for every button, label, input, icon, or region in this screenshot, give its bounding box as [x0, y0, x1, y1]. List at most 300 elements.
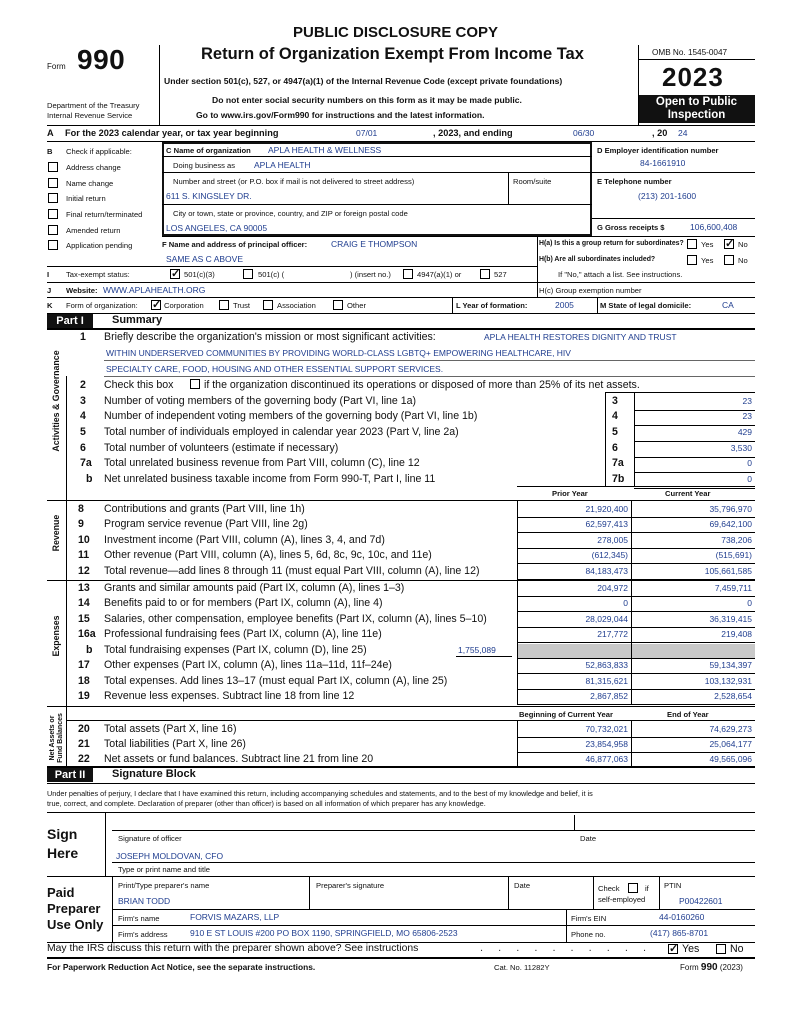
exp-prior-value: 0 — [623, 598, 628, 608]
insert-no-label: ) (insert no.) — [350, 270, 391, 279]
i-top-rule — [47, 266, 537, 267]
net-line-number: 22 — [78, 753, 90, 765]
rev-rows-col-mid — [631, 500, 632, 579]
exp-line-label: Professional fundraising fees (Part IX, column (A), line 11e) — [104, 628, 382, 640]
gov-box-right — [634, 392, 635, 486]
exp-current-value: 2,528,654 — [714, 691, 752, 701]
check-applicable-checkbox[interactable] — [48, 209, 58, 219]
gov-line-number: 5 — [80, 426, 86, 438]
if-label: if — [645, 884, 649, 893]
firm-phone-label: Phone no. — [571, 930, 606, 939]
firm-name: FORVIS MAZARS, LLP — [190, 912, 280, 922]
preparer-name-label: Print/Type preparer's name — [118, 881, 210, 890]
tax-exempt-label: Tax-exempt status: — [66, 270, 130, 279]
501c3-label: 501(c)(3) — [184, 270, 215, 279]
ptin-label: PTIN — [664, 881, 682, 890]
dba-label: Doing business as — [173, 161, 236, 170]
check-applicable-checkbox[interactable] — [48, 225, 58, 235]
hb-no-label: No — [738, 256, 748, 265]
check-applicable-checkbox[interactable] — [48, 178, 58, 188]
paid-preparer-heading: Paid Preparer Use Only — [47, 885, 104, 932]
street-label: Number and street (or P.O. box if mail is not delivered to street address) — [173, 177, 415, 186]
check-applicable-label: Name change — [66, 179, 114, 188]
exp-line-label: Total fundraising expenses (Part IX, column (D), line 25) — [104, 644, 367, 656]
side-column-rule — [66, 376, 67, 766]
form-title: Return of Organization Exempt From Income Tax — [201, 45, 584, 63]
trust-checkbox[interactable] — [219, 300, 229, 310]
sign-divider — [105, 812, 106, 876]
signer-line — [112, 862, 755, 863]
net-rows-col-mid — [631, 720, 632, 767]
exp-line-number: 14 — [78, 597, 90, 609]
firm-address-label: Firm's address — [118, 930, 168, 939]
gov-line-number: 6 — [80, 442, 86, 454]
firm-phone: (417) 865-8701 — [650, 928, 709, 938]
exp-line-number: 16a — [78, 628, 96, 640]
net-row-rule — [517, 752, 755, 753]
exp-row-rule — [517, 673, 755, 674]
rev-row-rule — [517, 563, 755, 564]
net-line-number: 21 — [78, 738, 90, 750]
net-line-label: Total liabilities (Part X, line 26) — [104, 738, 246, 750]
line-1-label: Briefly describe the organization's mission or most significant activities: — [104, 331, 436, 343]
rev-line-label: Total revenue—add lines 8 through 11 (must equal Part VIII, column (A), line 12) — [104, 565, 480, 577]
col-current-year: Current Year — [665, 489, 711, 498]
line-i-letter: I — [47, 270, 50, 279]
sign-label-2: Here — [47, 845, 79, 861]
gov-box-left — [605, 392, 606, 486]
gov-box-top — [605, 392, 755, 393]
public-disclosure-heading: PUBLIC DISCLOSURE COPY — [293, 24, 499, 41]
discuss-yes-checkbox[interactable] — [668, 944, 678, 954]
ssn-notice: Do not enter social security numbers on this form as it may be made public. — [212, 95, 522, 105]
firm-ein-label: Firm's EIN — [571, 914, 607, 923]
gov-line-box: 6 — [612, 442, 618, 454]
other-checkbox[interactable] — [333, 300, 343, 310]
discuss-no-label: No — [730, 943, 744, 955]
hb-no-checkbox[interactable] — [724, 255, 734, 265]
discontinued-checkbox[interactable] — [190, 379, 200, 389]
rev-prior-value: 278,005 — [597, 535, 628, 545]
tax-year-begin: 07/01 — [356, 128, 378, 138]
check-applicable-label: Amended return — [66, 226, 121, 235]
tax-year: 2023 — [662, 62, 724, 92]
rev-current-value: (515,691) — [715, 550, 752, 560]
rev-row-rule — [517, 532, 755, 533]
net-current-value: 49,565,096 — [709, 754, 752, 764]
rev-row-rule — [517, 517, 755, 518]
room-label: Room/suite — [513, 177, 552, 186]
cat-number: Cat. No. 11282Y — [494, 963, 550, 972]
gov-line-label: Number of voting members of the governing body (Part VI, line 1a) — [104, 395, 417, 407]
net-line-label: Total assets (Part X, line 16) — [104, 723, 237, 735]
exp-line-label: Revenue less expenses. Subtract line 18 from line 12 — [104, 690, 355, 702]
check-applicable-label: Address change — [66, 163, 121, 172]
prep-div-2 — [508, 876, 509, 909]
corporation-checkbox[interactable] — [151, 300, 161, 310]
gov-line-rule — [634, 425, 755, 426]
527-label: 527 — [494, 270, 507, 279]
rev-top-rule — [47, 500, 755, 501]
officer-address: SAME AS C ABOVE — [166, 254, 244, 264]
527-checkbox[interactable] — [480, 269, 490, 279]
gov-line-value: 429 — [737, 427, 752, 437]
exp-line-label: Other expenses (Part IX, column (A), lines 11a–11d, 11f–24e) — [104, 659, 392, 671]
gov-line-label: Number of independent voting members of the governing body (Part VI, line 1b) — [104, 410, 478, 422]
preparer-name: BRIAN TODD — [118, 896, 171, 906]
gov-line-value: 0 — [747, 474, 752, 484]
line-a-letter: A — [47, 128, 54, 138]
side-revenue: Revenue — [51, 514, 61, 552]
prep-div-4 — [659, 876, 660, 909]
telephone-label: E Telephone number — [597, 177, 672, 186]
exp-row-rule — [517, 627, 755, 628]
h-divider — [537, 236, 538, 298]
net-prior-value: 23,854,958 — [585, 739, 628, 749]
rev-prior-value: 21,920,400 — [585, 504, 628, 514]
rev-current-value: 35,796,970 — [709, 504, 752, 514]
line-16b-underline — [456, 656, 512, 657]
gov-line-number: 4 — [80, 410, 86, 422]
check-applicable-label: Final return/terminated — [66, 210, 143, 219]
prep-rule-2 — [112, 925, 755, 926]
501c-label: 501(c) ( — [258, 270, 285, 279]
rev-head-rule — [517, 486, 755, 487]
gross-receipts-label: G Gross receipts $ — [597, 223, 665, 232]
tax-year-end-year: 24 — [678, 128, 688, 138]
rev-line-number: 12 — [78, 565, 90, 577]
exp-row-rule — [517, 658, 755, 659]
c-rule-1 — [162, 156, 592, 157]
exp-prior-value: 2,867,852 — [590, 691, 628, 701]
exp-prior-value: 217,772 — [597, 629, 628, 639]
gov-line-label: Total number of individuals employed in calendar year 2023 (Part V, line 2a) — [104, 426, 459, 438]
exp-line-label: Grants and similar amounts paid (Part IX, column (A), lines 1–3) — [104, 582, 405, 594]
col-begin-year: Beginning of Current Year — [519, 710, 613, 719]
exp-row-rule — [517, 642, 755, 643]
line-2-label: Check this box — [104, 379, 174, 391]
other-label: Other — [347, 301, 366, 310]
preparer-signature-label[interactable]: Preparer's signature — [316, 881, 385, 890]
hb-yes-label: Yes — [701, 256, 714, 265]
exp-bottom-rule — [47, 706, 755, 707]
501c-checkbox[interactable] — [243, 269, 253, 279]
rev-row-rule — [517, 548, 755, 549]
gov-line-label: Total unrelated business revenue from Part VIII, column (C), line 12 — [104, 457, 420, 469]
form-number: 990 — [77, 44, 126, 75]
net-row-rule — [517, 737, 755, 738]
trust-label: Trust — [233, 301, 251, 310]
group-return-label: H(a) Is this a group return for subordinates? — [539, 240, 684, 247]
prep-div-1 — [309, 876, 310, 909]
gov-line-value: 3,530 — [730, 443, 752, 453]
domicile-value: CA — [722, 300, 734, 310]
mission-line-1: APLA HEALTH RESTORES DIGNITY AND TRUST — [484, 332, 677, 342]
part-2-rule — [47, 783, 755, 784]
net-head-rule — [66, 720, 755, 721]
ein-label: D Employer identification number — [597, 146, 719, 155]
tax-year-end: 06/30 — [573, 128, 595, 138]
check-applicable-checkbox[interactable] — [48, 193, 58, 203]
rev-current-value: 69,642,100 — [709, 519, 752, 529]
ha-yes-checkbox[interactable] — [687, 239, 697, 249]
side-net-assets: Net Assets or Fund Balances — [49, 713, 64, 763]
signer-name-label: Type or print name and title — [118, 865, 211, 874]
rev-line-label: Other revenue (Part VIII, column (A), lines 5, 6d, 8c, 9c, 10c, and 11e) — [104, 549, 432, 561]
exp-line-number: 15 — [78, 613, 90, 625]
line-a-20: , 20 — [652, 128, 668, 138]
exp-rows-col-mid — [631, 579, 632, 704]
officer-signature-label[interactable]: Signature of officer — [118, 834, 182, 843]
col-end-year: End of Year — [667, 710, 709, 719]
website-value: WWW.APLAHEALTH.ORG — [103, 285, 206, 295]
gov-line-number: 3 — [80, 395, 86, 407]
ha-no-label: No — [738, 240, 748, 249]
street-address: 611 S. KINGSLEY DR. — [166, 191, 252, 201]
pra-notice: For Paperwork Reduction Act Notice, see the separate instructions. — [47, 962, 316, 972]
rev-current-value: 105,661,585 — [704, 566, 752, 576]
signer-name: JOSEPH MOLDOVAN, CFO — [116, 851, 224, 861]
perjury-line-1: Under penalties of perjury, I declare that I have examined this return, including accompanying schedules and statements, and to the best of my knowledge and belief, it is — [47, 789, 593, 798]
part-1-title: Summary — [112, 314, 163, 326]
city-label: City or town, state or province, country, and ZIP or foreign postal code — [173, 209, 408, 218]
gov-line-box: 4 — [612, 410, 618, 422]
rev-line-label: Investment income (Part VIII, column (A), lines 3, 4, and 7d) — [104, 534, 385, 546]
mission-line-2: WITHIN UNDERSERVED COMMUNITIES BY PROVIDING WORLD-CLASS LGBTQ+ EMPOWERING HEALTHCARE, HIV — [106, 348, 571, 358]
line-16b-value: 1,755,089 — [458, 645, 496, 655]
exp-line-label: Salaries, other compensation, employee benefits (Part IX, column (A), lines 5–10) — [104, 613, 487, 625]
line-b-label: Check if applicable: — [66, 147, 132, 156]
officer-date-label: Date — [580, 834, 597, 843]
gov-line-label: Net unrelated business taxable income from Form 990-T, Part I, line 11 — [104, 473, 436, 485]
side-expenses: Expenses — [51, 615, 61, 657]
net-current-value: 74,629,273 — [709, 724, 752, 734]
exp-prior-value: 28,029,044 — [585, 614, 628, 624]
g-rule — [162, 236, 755, 237]
i-rule — [47, 282, 755, 283]
exp-line-label: Total expenses. Add lines 13–17 (must equal Part IX, column (A), line 25) — [104, 675, 448, 687]
check-applicable-checkbox[interactable] — [48, 162, 58, 172]
open-to-public-badge: Open to Public Inspection — [638, 95, 755, 123]
ha-no-checkbox[interactable] — [724, 239, 734, 249]
self-employed-label: self-employed — [598, 895, 646, 904]
preparer-date-label: Date — [514, 881, 531, 890]
treasury-dept: Department of the Treasury — [47, 101, 140, 110]
mission-rule-1 — [104, 360, 755, 361]
omb-divider — [638, 59, 755, 60]
gov-line-box: 3 — [612, 395, 618, 407]
line-1-number: 1 — [80, 331, 86, 343]
gov-line-value: 0 — [747, 458, 752, 468]
net-line-number: 20 — [78, 723, 90, 735]
association-checkbox[interactable] — [263, 300, 273, 310]
formation-year-label: L Year of formation: — [456, 301, 528, 310]
501c3-checkbox[interactable] — [170, 269, 180, 279]
discuss-leader: . . . . . . . . . . — [480, 942, 653, 954]
rev-rows-col-left — [517, 500, 518, 579]
gov-line-box: 5 — [612, 426, 618, 438]
part-2-title: Signature Block — [112, 768, 196, 780]
discuss-question: May the IRS discuss this return with the preparer shown above? See instructions — [47, 943, 419, 954]
gov-line-box: 7b — [612, 473, 625, 485]
exp-line-number: 19 — [78, 690, 90, 702]
instructions-notice: Go to www.irs.gov/Form990 for instructions and the latest information. — [196, 110, 485, 120]
header-divider-right — [638, 45, 639, 125]
ha-yes-label: Yes — [701, 240, 714, 249]
firm-address: 910 E ST LOUIS #200 PO BOX 1190, SPRINGFIELD, MO 65806-2523 — [190, 928, 458, 938]
rev-prior-value: (612,345) — [591, 550, 628, 560]
header-divider-left — [159, 45, 160, 125]
gov-line-number: b — [86, 473, 93, 485]
hb-yes-checkbox[interactable] — [687, 255, 697, 265]
city-address: LOS ANGELES, CA 90005 — [166, 223, 268, 233]
check-applicable-label: Application pending — [66, 241, 133, 250]
exp-current-value: 0 — [747, 598, 752, 608]
form-word: Form — [47, 62, 66, 71]
header-bottom-rule — [47, 125, 755, 126]
rev-prior-value: 84,183,473 — [585, 566, 628, 576]
rev-line-number: 10 — [78, 534, 90, 546]
signature-line — [112, 830, 755, 831]
mission-rule-2 — [104, 376, 755, 377]
discuss-yes-label: Yes — [682, 943, 700, 955]
check-label: Check — [598, 884, 620, 893]
4947-label: 4947(a)(1) or — [417, 270, 462, 279]
check-applicable-checkbox[interactable] — [48, 240, 58, 250]
exp-line-number: 13 — [78, 582, 90, 594]
side-activities-governance: Activities & Governance — [51, 350, 61, 452]
rev-line-label: Contributions and grants (Part VIII, line 1h) — [104, 503, 305, 515]
net-prior-value: 70,732,021 — [585, 724, 628, 734]
line-b-letter: B — [47, 147, 53, 156]
exp-current-value: 103,132,931 — [704, 676, 752, 686]
sig-date-divider — [574, 815, 575, 830]
line-2-text: if the organization discontinued its operations or disposed of more than 25% of its net assets. — [204, 379, 640, 391]
part-2-tag: Part II — [47, 768, 93, 782]
line-16b-shade-current — [632, 644, 755, 658]
rev-line-label: Program service revenue (Part VIII, line 2g) — [104, 518, 308, 530]
mission-line-3: SPECIALTY CARE, FOOD, HOUSING AND OTHER ESSENTIAL SUPPORT SERVICES. — [106, 364, 444, 374]
line-2-number: 2 — [80, 379, 86, 391]
e-rule — [592, 218, 755, 219]
exp-line-number: 17 — [78, 659, 90, 671]
gov-line-number: 7a — [80, 457, 92, 469]
gov-line-rule — [634, 441, 755, 442]
dba-name: APLA HEALTH — [254, 160, 311, 170]
ptin-value: P00422601 — [679, 896, 723, 906]
line-j-letter: J — [47, 286, 52, 295]
c-rule-2 — [162, 172, 592, 173]
domicile-label: M State of legal domicile: — [600, 301, 692, 310]
exp-current-value: 59,134,397 — [709, 660, 752, 670]
gov-line-rule — [634, 472, 755, 473]
perjury-rule — [47, 812, 755, 813]
rev-line-number: 11 — [78, 549, 90, 561]
telephone-value: (213) 201-1600 — [638, 191, 697, 201]
net-current-value: 25,064,177 — [709, 739, 752, 749]
firm-ein: 44-0160260 — [659, 912, 705, 922]
prep-div-3 — [593, 876, 594, 909]
line-a-mid: , 2023, and ending — [433, 128, 513, 138]
exp-current-value: 7,459,711 — [714, 583, 752, 593]
gov-line-value: 23 — [742, 396, 752, 406]
rev-prior-value: 62,597,413 — [585, 519, 628, 529]
net-rows-col-left — [517, 720, 518, 767]
exp-row-rule — [517, 611, 755, 612]
rev-line-number: 9 — [78, 518, 84, 530]
exp-line-number: 18 — [78, 675, 90, 687]
line-16b-shade-prior — [518, 644, 631, 658]
footer-rule — [47, 957, 755, 959]
line-a-label: For the 2023 calendar year, or tax year beginning — [65, 128, 279, 138]
k-div-2 — [597, 297, 598, 313]
org-name: APLA HEALTH & WELLNESS — [268, 145, 382, 155]
exp-prior-value: 52,863,833 — [585, 660, 628, 670]
part-1-tag: Part I — [47, 314, 93, 328]
part-1-rule — [47, 328, 755, 330]
group-exemption-label: H(c) Group exemption number — [539, 286, 642, 295]
form-of-org-label: Form of organization: — [66, 301, 138, 310]
firm-name-label: Firm's name — [118, 914, 160, 923]
form-subtitle: Under section 501(c), 527, or 4947(a)(1) of the Internal Revenue Code (except private foundations) — [164, 76, 563, 86]
officer-label: F Name and address of principal officer: — [162, 240, 308, 249]
self-employed-checkbox[interactable] — [628, 883, 638, 893]
discuss-no-checkbox[interactable] — [716, 944, 726, 954]
prep-rule-1 — [112, 909, 755, 910]
form-ref: Form 990 (2023) — [680, 962, 743, 973]
room-divider — [508, 172, 509, 204]
ein-value: 84-1661910 — [640, 158, 686, 168]
exp-rows-col-left — [517, 579, 518, 704]
k-div-1 — [452, 297, 453, 313]
line-k-letter: K — [47, 301, 53, 310]
exp-row-rule — [517, 596, 755, 597]
exp-line-number: b — [86, 644, 93, 656]
attach-list-note: If "No," attach a list. See instructions. — [558, 270, 683, 279]
rev-bottom-rule — [47, 580, 755, 581]
4947-checkbox[interactable] — [403, 269, 413, 279]
exp-row-rule — [517, 704, 755, 705]
net-prior-value: 46,877,063 — [585, 754, 628, 764]
d-rule — [592, 172, 755, 173]
exp-row-rule — [517, 689, 755, 690]
exp-current-value: 219,408 — [721, 629, 752, 639]
association-label: Association — [277, 301, 316, 310]
exp-prior-value: 81,315,621 — [585, 676, 628, 686]
c-rule-3 — [162, 204, 592, 205]
gross-receipts-value: 106,600,408 — [690, 222, 738, 232]
officer-name: CRAIG E THOMPSON — [331, 239, 418, 249]
gov-line-value: 23 — [742, 411, 752, 421]
gov-line-label: Total number of volunteers (estimate if necessary) — [104, 442, 339, 454]
rev-line-number: 8 — [78, 503, 84, 515]
sign-bottom-rule — [47, 876, 755, 877]
website-label: Website: — [66, 286, 98, 295]
formation-year-value: 2005 — [555, 300, 574, 310]
col-prior-year: Prior Year — [552, 489, 588, 498]
exp-line-label: Benefits paid to or for members (Part IX, column (A), line 4) — [104, 597, 383, 609]
perjury-line-2: true, correct, and complete. Declaration of preparer (other than officer) is based on all information of which preparer has any knowledge. — [47, 799, 486, 808]
exp-prior-value: 204,972 — [597, 583, 628, 593]
org-name-label: C Name of organization — [166, 146, 251, 155]
exp-current-value: 36,319,415 — [709, 614, 752, 624]
gov-line-box: 7a — [612, 457, 624, 469]
net-line-label: Net assets or fund balances. Subtract line 21 from line 20 — [104, 753, 374, 765]
check-applicable-label: Initial return — [66, 194, 106, 203]
irs-label: Internal Revenue Service — [47, 111, 133, 120]
subordinates-label: H(b) Are all subordinates included? — [539, 256, 656, 263]
corporation-label: Corporation — [164, 301, 204, 310]
